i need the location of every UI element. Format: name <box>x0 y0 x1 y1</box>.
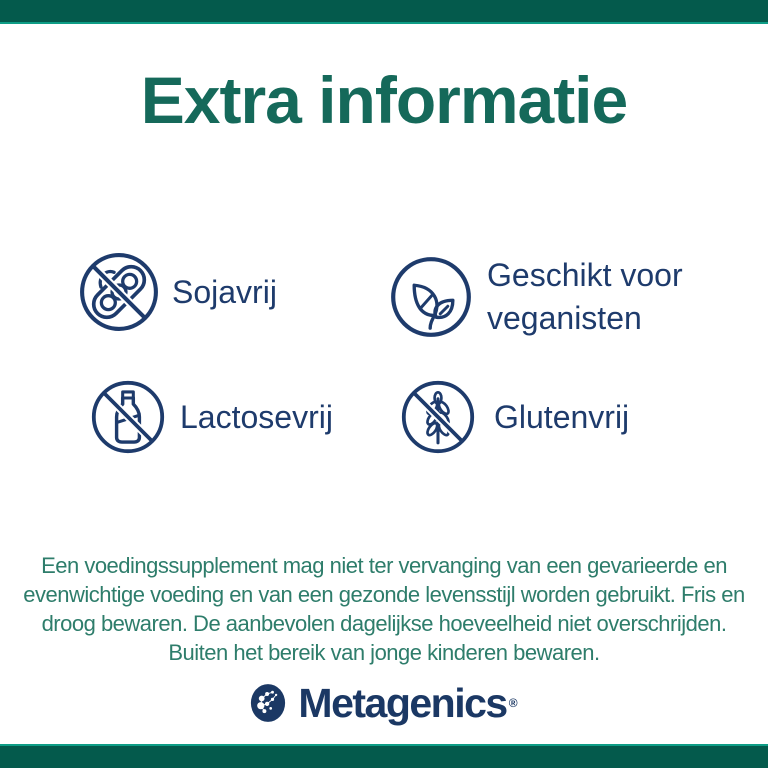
feature-soy-free <box>78 250 277 334</box>
brand-logo <box>0 680 768 726</box>
brand-name: Metagenics <box>298 680 507 726</box>
soy-crossed-icon <box>78 250 160 334</box>
page-title: Extra informatie <box>140 63 628 137</box>
feature-label-lactose-free: Lactosevrij <box>180 398 333 435</box>
feature-vegan <box>389 253 683 341</box>
vegan-leaves-icon <box>389 253 473 341</box>
disclaimer-line: evenwichtige voeding en van een gezonde levensstijl worden gebruikt. Fris en <box>23 582 745 607</box>
disclaimer-line: Een voedingssupplement mag niet ter vervanging van een gevarieerde en <box>41 553 727 578</box>
bottom-brand-bar <box>0 746 768 768</box>
feature-label-vegan: Geschikt voor veganisten <box>487 257 683 336</box>
registered-trademark-symbol: ® <box>508 696 518 710</box>
top-accent-line <box>0 22 768 24</box>
disclaimer-text <box>0 551 768 667</box>
top-brand-bar <box>0 0 768 22</box>
feature-label-soy-free: Sojavrij <box>172 273 277 310</box>
feature-gluten-free <box>400 378 629 456</box>
feature-lactose-free <box>90 378 333 456</box>
feature-label-gluten-free: Glutenvrij <box>494 398 630 435</box>
disclaimer-line: Buiten het bereik van jonge kinderen bewaren. <box>168 640 600 665</box>
disclaimer-line: droog bewaren. De aanbevolen dagelijkse hoeveelheid niet overschrijden. <box>41 611 727 636</box>
wheat-ear-crossed-icon <box>400 378 476 456</box>
metagenics-molecule-logo-icon <box>250 682 286 724</box>
milk-bottle-crossed-icon <box>90 378 166 456</box>
